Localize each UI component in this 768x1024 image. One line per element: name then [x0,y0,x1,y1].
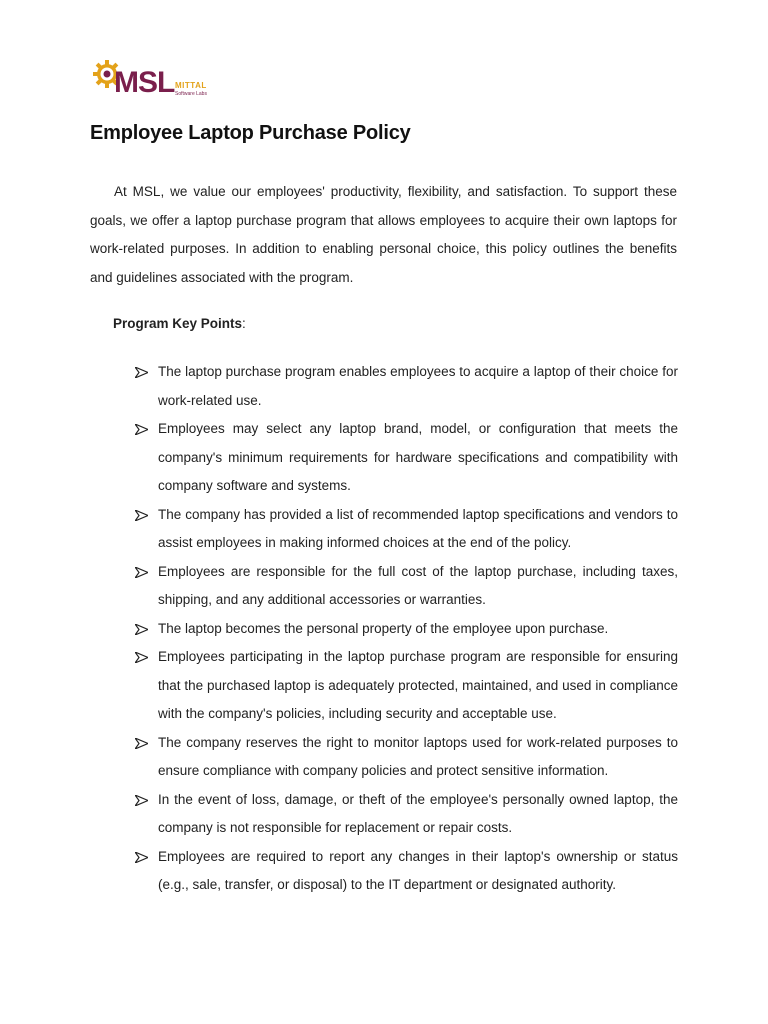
arrowhead-bullet-icon [135,501,149,529]
key-points-list [135,358,678,900]
list-item [135,415,678,501]
list-item-text: In the event of loss, damage, or theft of the employee's personally owned laptop, the company is not responsible for replacement or repair costs. [158,791,678,835]
list-item-text: Employees participating in the laptop purchase program are responsible for ensuring that the purchased laptop is adequately protected, maintained, and used in compliance with the company's policies, including security and acceptable use. [158,649,678,721]
arrowhead-bullet-icon [135,358,149,386]
list-item-text: Employees may select any laptop brand, model, or configuration that meets the company's minimum requirements for hardware specifications and compatibility with company software and systems. [158,421,678,493]
list-item [135,358,678,415]
key-points-heading [113,311,246,337]
list-item-text: Employees are required to report any changes in their laptop's ownership or status (e.g., sale, transfer, or disposal) to the IT department or designated authority. [158,848,678,892]
list-item [135,615,678,644]
arrowhead-bullet-icon [135,843,149,871]
list-item [135,729,678,786]
logo-tagline: Software Labs [175,91,207,97]
arrowhead-bullet-icon [135,643,149,671]
arrowhead-bullet-icon [135,786,149,814]
list-item-text: The company has provided a list of recommended laptop specifications and vendors to assist employees in making informed choices at the end of the policy. [158,506,678,550]
arrowhead-bullet-icon [135,558,149,586]
key-points-heading-colon: : [242,316,246,331]
arrowhead-bullet-icon [135,729,149,757]
list-item [135,786,678,843]
list-item-text: The company reserves the right to monitor laptops used for work-related purposes to ensure compliance with company policies and protect sensitive information. [158,734,678,778]
list-item-text: Employees are responsible for the full cost of the laptop purchase, including taxes, shipping, and any additional accessories or warranties. [158,563,678,607]
list-item [135,843,678,900]
list-item-text: The laptop purchase program enables employees to acquire a laptop of their choice for work-related use. [158,364,678,408]
document-title: Employee Laptop Purchase Policy [90,122,411,144]
list-item [135,643,678,729]
list-item [135,501,678,558]
arrowhead-bullet-icon [135,615,149,643]
list-item-text: The laptop becomes the personal property of the employee upon purchase. [158,620,609,636]
intro-paragraph: At MSL, we value our employees' productivity, flexibility, and satisfaction. To support these goals, we offer a laptop purchase program that allows employees to acquire their own laptops for work-related purposes. In addition to enabling personal choice, this policy outlines the benefits and guidelines associated with the program. [90,184,677,285]
logo-mark: MSL [114,66,175,99]
logo-name: MITTAL [175,81,207,90]
company-logo [92,57,232,103]
arrowhead-bullet-icon [135,415,149,443]
list-item [135,558,678,615]
key-points-heading-label: Program Key Points [113,316,243,331]
